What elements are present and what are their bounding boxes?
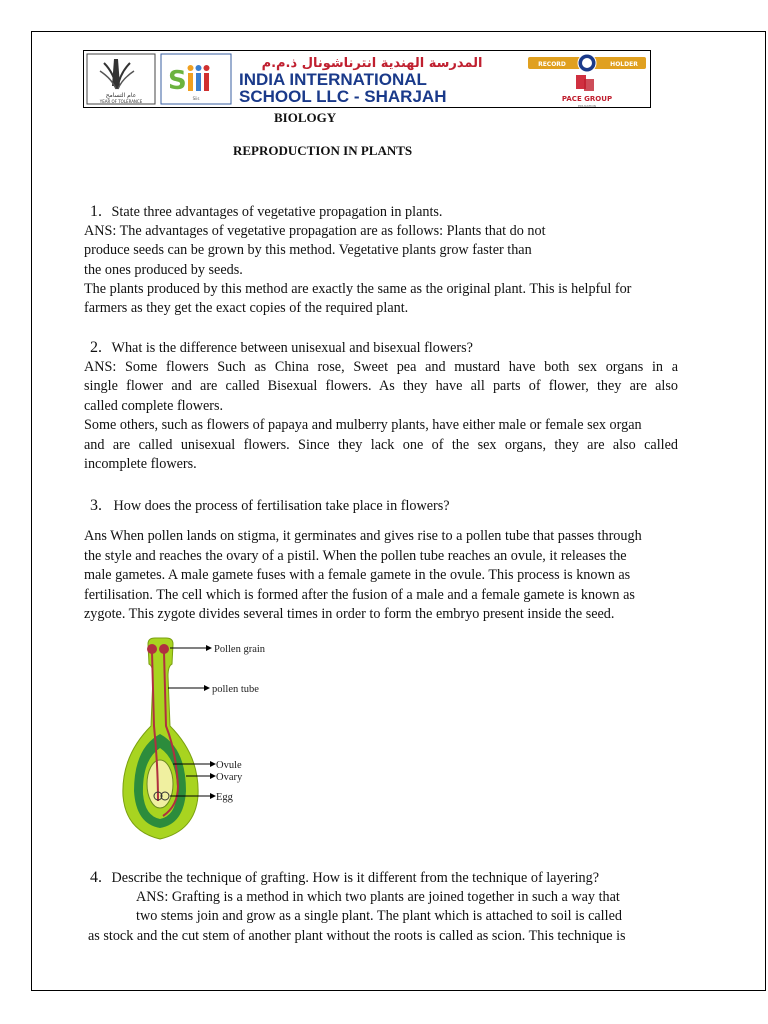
question-3: [90, 496, 450, 517]
label-egg: Egg: [216, 792, 233, 803]
question-2-text: What is the difference between unisexual and bisexual flowers?: [111, 340, 473, 356]
answer-2-line: single flower and are called Bisexual flowers. As they have all parts of flower, they are also: [84, 378, 678, 394]
answer-3-line: the style and reaches the ovary of a pistil. When the pollen tube reaches an ovule, it releases the: [84, 548, 627, 564]
question-3-number: 3.: [90, 497, 102, 514]
label-ovule: Ovule: [216, 760, 242, 771]
siis-logo: [161, 54, 231, 104]
question-4-text: Describe the technique of grafting. How is it different from the technique of layering?: [111, 870, 600, 886]
answer-4-line: as stock and the cut stem of another plant without the roots is called as scion. This technique is: [88, 928, 626, 944]
school-header-graphic: [84, 51, 651, 108]
answer-2-line: Some others, such as flowers of papaya and mulberry plants, have either male or female sex organ: [84, 417, 642, 433]
question-4: [90, 868, 599, 889]
school-name-arabic: المدرسة الهندية انترناشونال ذ.م.م: [261, 56, 483, 71]
answer-1-line: The plants produced by this method are exactly the same as the original plant. This is helpful for: [84, 281, 632, 297]
pace-group-sub: EDUCATION: [578, 104, 596, 108]
answer-1-line: ANS: The advantages of vegetative propagation are as follows: Plants that do not: [84, 223, 546, 239]
label-pollen-tube: pollen tube: [212, 684, 259, 695]
subject-title: BIOLOGY: [274, 110, 337, 125]
question-4-number: 4.: [90, 869, 102, 886]
answer-1-line: the ones produced by seeds.: [84, 262, 243, 278]
school-name-line2: SCHOOL LLC - SHARJAH: [239, 87, 447, 106]
chapter-title: REPRODUCTION IN PLANTS: [233, 143, 413, 158]
answer-2-line: and are called unisexual flowers. Since they lack one of the sex organs, they are also called: [84, 437, 678, 453]
answer-3-line: zygote. This zygote divides several times in order to form the embryo present inside the seed.: [84, 606, 615, 622]
school-header-banner: [83, 50, 651, 108]
pace-group-name: PACE GROUP: [561, 95, 613, 103]
badge-right-text: HOLDER: [610, 61, 638, 68]
arrowhead-pollen-tube: [204, 685, 210, 691]
record-holder-badge: [528, 54, 646, 72]
question-2-number: 2.: [90, 339, 102, 356]
arrowhead-pollen-grain: [206, 645, 212, 651]
label-pollen-grain: Pollen grain: [214, 644, 266, 655]
question-2: [90, 338, 473, 359]
pace-group-logo: [562, 75, 612, 108]
question-1-text: State three advantages of vegetative propagation in plants.: [111, 204, 443, 220]
answer-2-line: ANS: Some flowers Such as China rose, Sweet pea and mustard have both sex organs in a: [84, 359, 678, 375]
logo-caption-ar: عام التسامح: [105, 92, 137, 99]
answer-2-line: incomplete flowers.: [84, 456, 197, 472]
year-of-tolerance-logo: [87, 54, 155, 104]
answer-2-line: called complete flowers.: [84, 398, 224, 414]
answer-3-line: Ans When pollen lands on stigma, it germinates and gives rise to a pollen tube that passes through: [84, 528, 642, 544]
pistil-fertilisation-diagram: [118, 636, 288, 846]
question-3-text: How does the process of fertilisation take place in flowers?: [113, 498, 450, 514]
school-name: [239, 56, 482, 106]
ovule-shape: [147, 760, 173, 808]
siis-caption: Siis: [192, 96, 200, 101]
answer-1-line: produce seeds can be grown by this method. Vegetative plants grow faster than: [84, 242, 532, 258]
label-ovary: Ovary: [216, 772, 243, 783]
answer-4-line: ANS: Grafting is a method in which two plants are joined together in such a way that: [136, 889, 620, 905]
question-1-number: 1.: [90, 203, 102, 220]
school-name-line1: INDIA INTERNATIONAL: [239, 70, 427, 89]
answer-1-line: farmers as they get the exact copies of the required plant.: [84, 300, 409, 316]
question-1: [90, 202, 442, 223]
badge-left-text: RECORD: [538, 61, 566, 68]
logo-caption-en: YEAR OF TOLERANCE: [99, 99, 143, 104]
answer-4-line: two stems join and grow as a single plant. The plant which is attached to soil is called: [136, 908, 622, 924]
answer-3-line: male gametes. A male gamete fuses with a female gamete in the ovule. This process is known as: [84, 567, 631, 583]
answer-3-line: fertilisation. The cell which is formed after the fusion of a male and a female gamete is known as: [84, 587, 635, 603]
svg-text:S: S: [168, 66, 187, 96]
